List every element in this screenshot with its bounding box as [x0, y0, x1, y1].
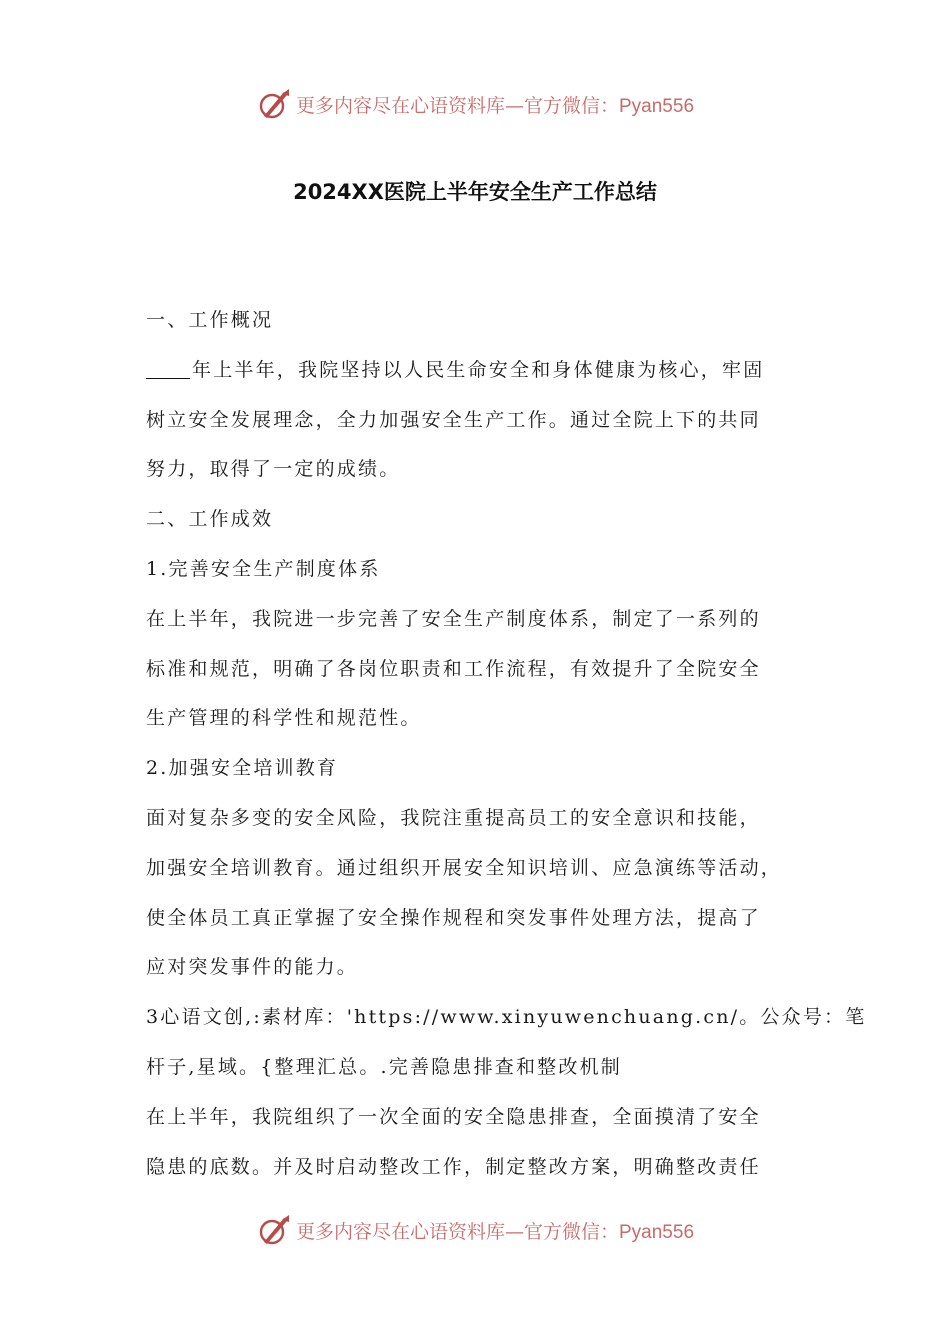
subsection-heading: 3心语文创,:素材库：'https://www.xinyuwenchuang.cn/。公众号：笔: [146, 1006, 867, 1029]
header-watermark-banner: [0, 84, 950, 124]
paragraph-line: 使全体员工真正掌握了安全操作规程和突发事件处理方法，提高了: [146, 906, 761, 929]
section-heading: 二、工作成效: [146, 508, 274, 531]
paragraph-line: 标准和规范，明确了各岗位职责和工作流程，有效提升了全院安全: [146, 657, 761, 680]
paragraph-line: 年上半年，我院坚持以人民生命安全和身体健康为核心，牢固: [146, 346, 826, 396]
paragraph-line: 隐患的底数。并及时启动整改工作，制定整改方案，明确整改责任: [146, 1155, 761, 1178]
document-title: 2024XX医院上半年安全生产工作总结: [293, 180, 657, 204]
paragraph-line: 生产管理的科学性和规范性。: [146, 707, 422, 730]
banner-text: 更多内容尽在心语资料库—官方微信：Pyan556: [295, 94, 695, 117]
wechat-id: Pyan556: [619, 95, 695, 117]
paragraph-line: 在上半年，我院进一步完善了安全生产制度体系，制定了一系列的: [146, 607, 761, 630]
paragraph-line: 应对突发事件的能力。: [146, 956, 359, 979]
banner-text: 更多内容尽在心语资料库—官方微信：Pyan556: [295, 1220, 695, 1243]
wechat-id: Pyan556: [619, 1221, 695, 1243]
fill-blank: [146, 358, 190, 379]
quill-pen-logo-icon: [256, 86, 292, 122]
quill-pen-logo-icon: [256, 1212, 292, 1248]
section-heading: 一、工作概况: [146, 309, 274, 331]
subsection-heading: 2.加强安全培训教育: [146, 757, 339, 780]
paragraph-line: 加强安全培训教育。通过组织开展安全知识培训、应急演练等活动，: [146, 856, 783, 879]
footer-watermark-banner: [0, 1210, 950, 1250]
document-body: [146, 296, 867, 1192]
paragraph-line: 努力，取得了一定的成绩。: [146, 458, 401, 481]
paragraph-line: 面对复杂多变的安全风险，我院注重提高员工的安全意识和技能，: [146, 806, 761, 829]
subsection-heading: 杆子,星域。{整理汇总。.完善隐患排查和整改机制: [146, 1055, 622, 1078]
paragraph-line: 树立安全发展理念，全力加强安全生产工作。通过全院上下的共同: [146, 408, 761, 431]
subsection-heading: 1.完善安全生产制度体系: [146, 557, 381, 580]
paragraph-line: 在上半年，我院组织了一次全面的安全隐患排查，全面摸清了安全: [146, 1105, 761, 1128]
